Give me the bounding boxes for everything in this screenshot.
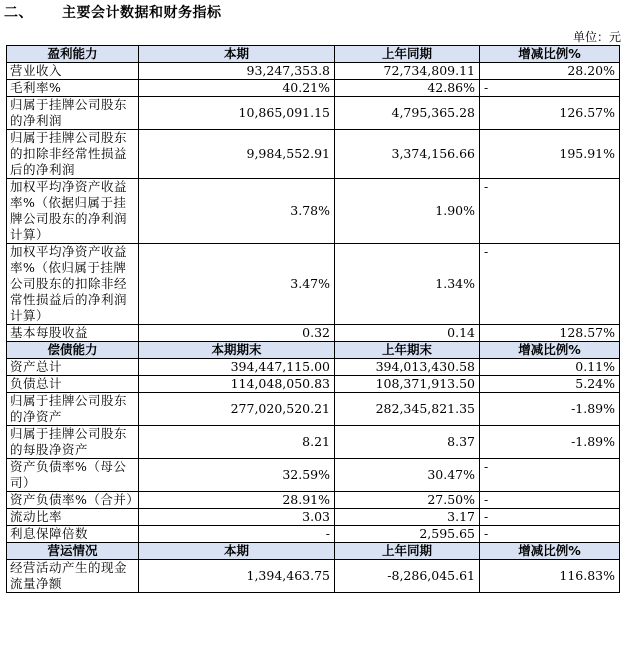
prior-value: 394,013,430.58 bbox=[335, 359, 480, 376]
change-value: - bbox=[480, 179, 620, 244]
table-row bbox=[7, 325, 620, 342]
current-value: 9,984,552.91 bbox=[139, 130, 335, 179]
prior-value: 3.17 bbox=[335, 509, 480, 526]
table-row bbox=[7, 244, 620, 325]
change-value: -1.89% bbox=[480, 426, 620, 459]
table-row bbox=[7, 359, 620, 376]
current-value: 0.32 bbox=[139, 325, 335, 342]
current-value: 28.91% bbox=[139, 492, 335, 509]
table-row bbox=[7, 80, 620, 97]
change-value: - bbox=[480, 459, 620, 492]
table-row bbox=[7, 97, 620, 130]
current-value: 32.59% bbox=[139, 459, 335, 492]
prior-value: 1.90% bbox=[335, 179, 480, 244]
change-value: 128.57% bbox=[480, 325, 620, 342]
change-value: - bbox=[480, 244, 620, 325]
row-label: 负债总计 bbox=[7, 376, 139, 393]
current-value: 93,247,353.8 bbox=[139, 63, 335, 80]
current-value: 3.03 bbox=[139, 509, 335, 526]
header-cell: 增减比例% bbox=[480, 543, 620, 560]
row-label: 归属于挂牌公司股东的净资产 bbox=[7, 393, 139, 426]
row-label: 资产负债率%（母公司） bbox=[7, 459, 139, 492]
change-value: 195.91% bbox=[480, 130, 620, 179]
header-cell: 本期 bbox=[139, 46, 335, 63]
current-value: - bbox=[139, 526, 335, 543]
row-label: 毛利率% bbox=[7, 80, 139, 97]
current-value: 3.78% bbox=[139, 179, 335, 244]
change-value: 0.11% bbox=[480, 359, 620, 376]
prior-value: 72,734,809.11 bbox=[335, 63, 480, 80]
header-cell: 偿债能力 bbox=[7, 342, 139, 359]
prior-value: 8.37 bbox=[335, 426, 480, 459]
table-row bbox=[7, 393, 620, 426]
current-value: 394,447,115.00 bbox=[139, 359, 335, 376]
prior-value: -8,286,045.61 bbox=[335, 560, 480, 593]
section-title bbox=[4, 2, 222, 22]
header-cell: 增减比例% bbox=[480, 46, 620, 63]
row-label: 利息保障倍数 bbox=[7, 526, 139, 543]
table-row bbox=[7, 526, 620, 543]
section-number: 二、 bbox=[4, 5, 33, 21]
change-value: - bbox=[480, 492, 620, 509]
row-label: 加权平均净资产收益率%（依据归属于挂牌公司股东的净利润计算） bbox=[7, 179, 139, 244]
table-row bbox=[7, 426, 620, 459]
row-label: 营业收入 bbox=[7, 63, 139, 80]
change-value: - bbox=[480, 80, 620, 97]
row-label: 基本每股收益 bbox=[7, 325, 139, 342]
section-title-text: 主要会计数据和财务指标 bbox=[62, 5, 222, 21]
current-value: 114,048,050.83 bbox=[139, 376, 335, 393]
prior-value: 27.50% bbox=[335, 492, 480, 509]
table-row bbox=[7, 63, 620, 80]
prior-value: 2,595.65 bbox=[335, 526, 480, 543]
prior-value: 42.86% bbox=[335, 80, 480, 97]
current-value: 3.47% bbox=[139, 244, 335, 325]
current-value: 277,020,520.21 bbox=[139, 393, 335, 426]
table-row bbox=[7, 376, 620, 393]
row-label: 归属于挂牌公司股东的扣除非经常性损益后的净利润 bbox=[7, 130, 139, 179]
current-value: 10,865,091.15 bbox=[139, 97, 335, 130]
change-value: 126.57% bbox=[480, 97, 620, 130]
change-value: 28.20% bbox=[480, 63, 620, 80]
table-row bbox=[7, 560, 620, 593]
unit-label: 单位：元 bbox=[572, 30, 621, 44]
change-value: 5.24% bbox=[480, 376, 620, 393]
row-label: 资产负债率%（合并） bbox=[7, 492, 139, 509]
header-cell: 盈利能力 bbox=[7, 46, 139, 63]
header-cell: 上年期末 bbox=[335, 342, 480, 359]
row-label: 流动比率 bbox=[7, 509, 139, 526]
header-cell: 增减比例% bbox=[480, 342, 620, 359]
header-cell: 本期期末 bbox=[139, 342, 335, 359]
change-value: - bbox=[480, 509, 620, 526]
table-row bbox=[7, 130, 620, 179]
header-cell: 营运情况 bbox=[7, 543, 139, 560]
prior-value: 1.34% bbox=[335, 244, 480, 325]
prior-value: 4,795,365.28 bbox=[335, 97, 480, 130]
financial-indicators-table bbox=[6, 45, 620, 593]
table-row bbox=[7, 509, 620, 526]
row-label: 归属于挂牌公司股东的净利润 bbox=[7, 97, 139, 130]
header-cell: 上年同期 bbox=[335, 46, 480, 63]
current-value: 8.21 bbox=[139, 426, 335, 459]
change-value: - bbox=[480, 526, 620, 543]
prior-value: 0.14 bbox=[335, 325, 480, 342]
table-row bbox=[7, 179, 620, 244]
prior-value: 282,345,821.35 bbox=[335, 393, 480, 426]
table-row bbox=[7, 459, 620, 492]
row-label: 资产总计 bbox=[7, 359, 139, 376]
current-value: 40.21% bbox=[139, 80, 335, 97]
change-value: -1.89% bbox=[480, 393, 620, 426]
prior-value: 108,371,913.50 bbox=[335, 376, 480, 393]
prior-value: 3,374,156.66 bbox=[335, 130, 480, 179]
prior-value: 30.47% bbox=[335, 459, 480, 492]
row-label: 经营活动产生的现金流量净额 bbox=[7, 560, 139, 593]
table-row bbox=[7, 492, 620, 509]
row-label: 加权平均净资产收益率%（依归属于挂牌公司股东的扣除非经常性损益后的净利润计算） bbox=[7, 244, 139, 325]
change-value: 116.83% bbox=[480, 560, 620, 593]
header-cell: 本期 bbox=[139, 543, 335, 560]
solvency-header-row bbox=[7, 342, 620, 359]
current-value: 1,394,463.75 bbox=[139, 560, 335, 593]
profit-header-row bbox=[7, 46, 620, 63]
operations-header-row bbox=[7, 543, 620, 560]
header-cell: 上年同期 bbox=[335, 543, 480, 560]
row-label: 归属于挂牌公司股东的每股净资产 bbox=[7, 426, 139, 459]
